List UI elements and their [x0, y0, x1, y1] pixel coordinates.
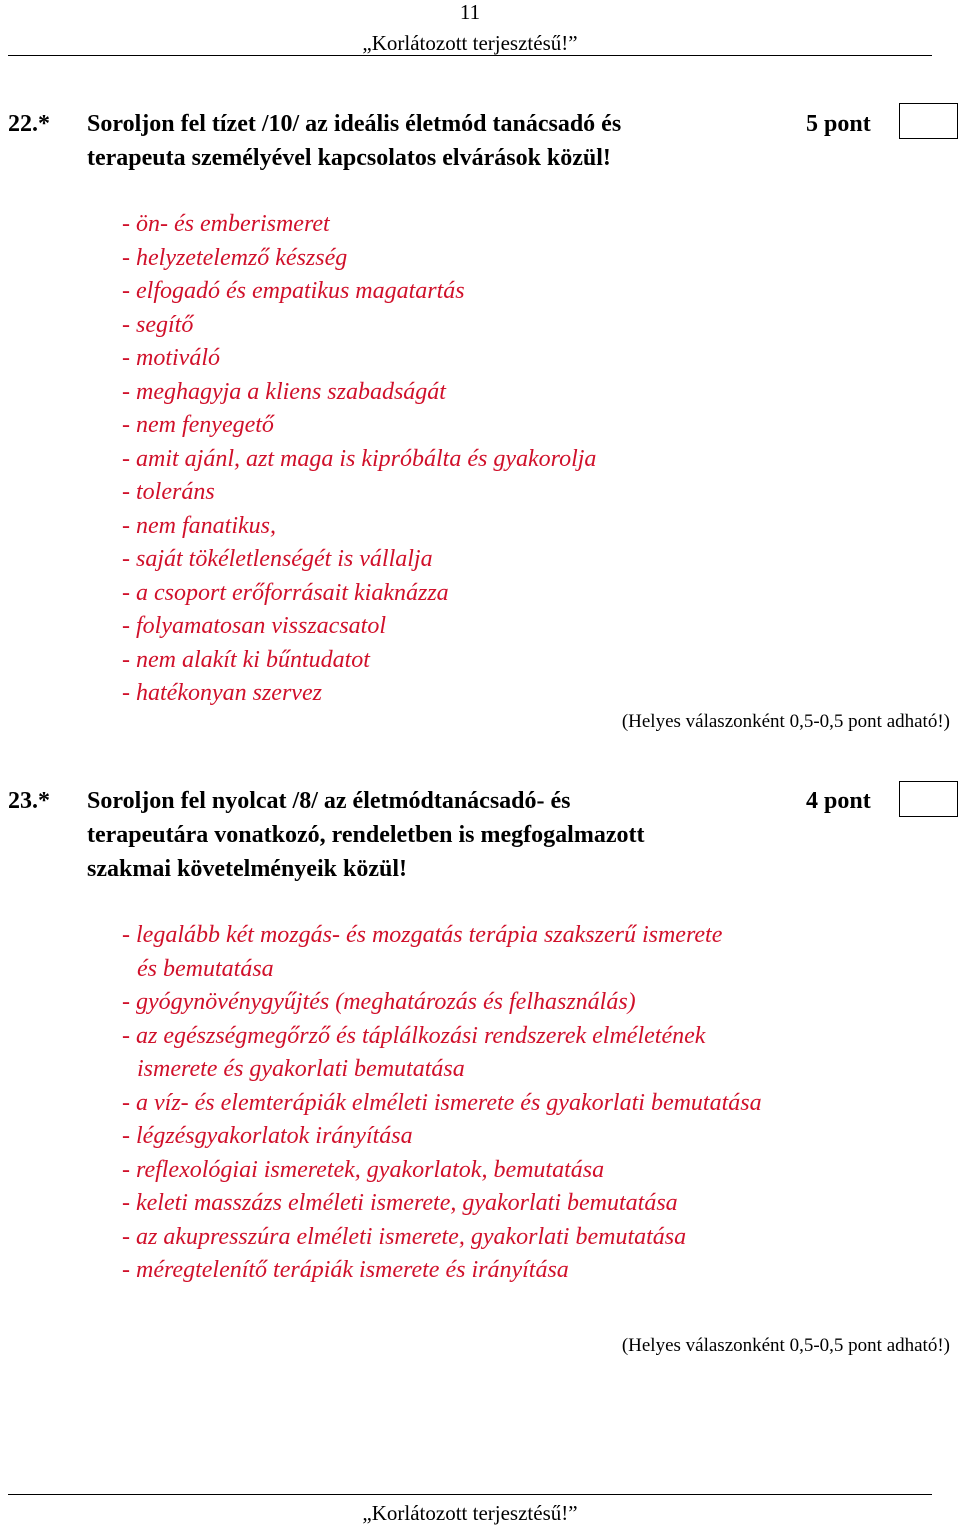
- question-23-text-line3: szakmai követelményeik közül!: [87, 856, 407, 882]
- header-rule: [8, 55, 932, 56]
- footer-rule: [8, 1494, 932, 1495]
- answer-item: - nem fanatikus,: [122, 512, 276, 539]
- question-23-scoring-note: (Helyes válaszonként 0,5-0,5 pont adható!): [621, 1335, 950, 1356]
- answer-item: - hatékonyan szervez: [122, 680, 322, 706]
- question-22-points: 5 pont: [806, 111, 871, 137]
- header-title: „Korlátozott terjesztésű!”: [362, 31, 578, 55]
- answer-item-continuation: ismerete és gyakorlati bemutatása: [137, 1056, 465, 1082]
- question-23-points: 4 pont: [806, 788, 871, 814]
- answer-item: - nem alakít ki bűntudatot: [122, 646, 370, 673]
- question-22-text-line2: terapeuta személyével kapcsolatos elvárások közül!: [87, 145, 611, 171]
- answer-item: - meghagyja a kliens szabadságát: [122, 378, 446, 405]
- answer-item: - a csoport erőforrásait kiaknázza: [122, 579, 449, 606]
- question-23-score-box[interactable]: [899, 781, 958, 817]
- answer-item: - méregtelenítő terápiák ismerete és irányítása: [122, 1257, 569, 1283]
- answer-item: - motiváló: [122, 345, 220, 371]
- answer-item: - a víz- és elemterápiák elméleti ismerete és gyakorlati bemutatása: [122, 1089, 762, 1116]
- question-22-text-line1: Soroljon fel tízet /10/ az ideális életmód tanácsadó és: [87, 111, 622, 137]
- question-23-answer-list: [122, 919, 762, 1288]
- answer-item: - amit ajánl, azt maga is kipróbálta és gyakorolja: [122, 445, 597, 472]
- answer-item: - elfogadó és empatikus magatartás: [122, 278, 465, 304]
- answer-item: - reflexológiai ismeretek, gyakorlatok, bemutatása: [122, 1156, 605, 1183]
- question-23-number: 23.*: [8, 788, 50, 814]
- question-22-scoring-note: (Helyes válaszonként 0,5-0,5 pont adható!): [621, 711, 950, 732]
- question-23-text-line1: Soroljon fel nyolcat /8/ az életmódtanácsadó- és: [87, 788, 571, 814]
- answer-item: - saját tökéletlenségét is vállalja: [122, 546, 433, 572]
- answer-item: - légzésgyakorlatok irányítása: [122, 1123, 413, 1149]
- answer-item: - az egészségmegőrző és táplálkozási rendszerek elméletének: [122, 1022, 706, 1049]
- answer-item: - nem fenyegető: [122, 412, 274, 438]
- question-22-number: 22.*: [8, 111, 50, 137]
- answer-item: - segítő: [122, 311, 194, 338]
- answer-item-continuation: és bemutatása: [137, 955, 274, 982]
- answer-item: - folyamatosan visszacsatol: [122, 613, 386, 639]
- page-number: 11: [459, 0, 481, 24]
- question-22-score-box[interactable]: [899, 103, 958, 139]
- answer-item: - legalább két mozgás- és mozgatás terápia szakszerű ismerete: [122, 922, 723, 948]
- question-22-answer-list: [122, 208, 596, 711]
- answer-item: - keleti masszázs elméleti ismerete, gyakorlati bemutatása: [122, 1190, 678, 1216]
- footer-title: „Korlátozott terjesztésű!”: [362, 1501, 578, 1525]
- answer-item: - az akupresszúra elméleti ismerete, gyakorlati bemutatása: [122, 1223, 687, 1250]
- answer-item: - helyzetelemző készség: [122, 244, 348, 271]
- answer-item: - toleráns: [122, 479, 215, 505]
- answer-item: - gyógynövénygyűjtés (meghatározás és felhasználás): [122, 989, 636, 1015]
- question-23-text-line2: terapeutára vonatkozó, rendeletben is megfogalmazott: [87, 822, 645, 848]
- answer-item: - ön- és emberismeret: [122, 211, 330, 237]
